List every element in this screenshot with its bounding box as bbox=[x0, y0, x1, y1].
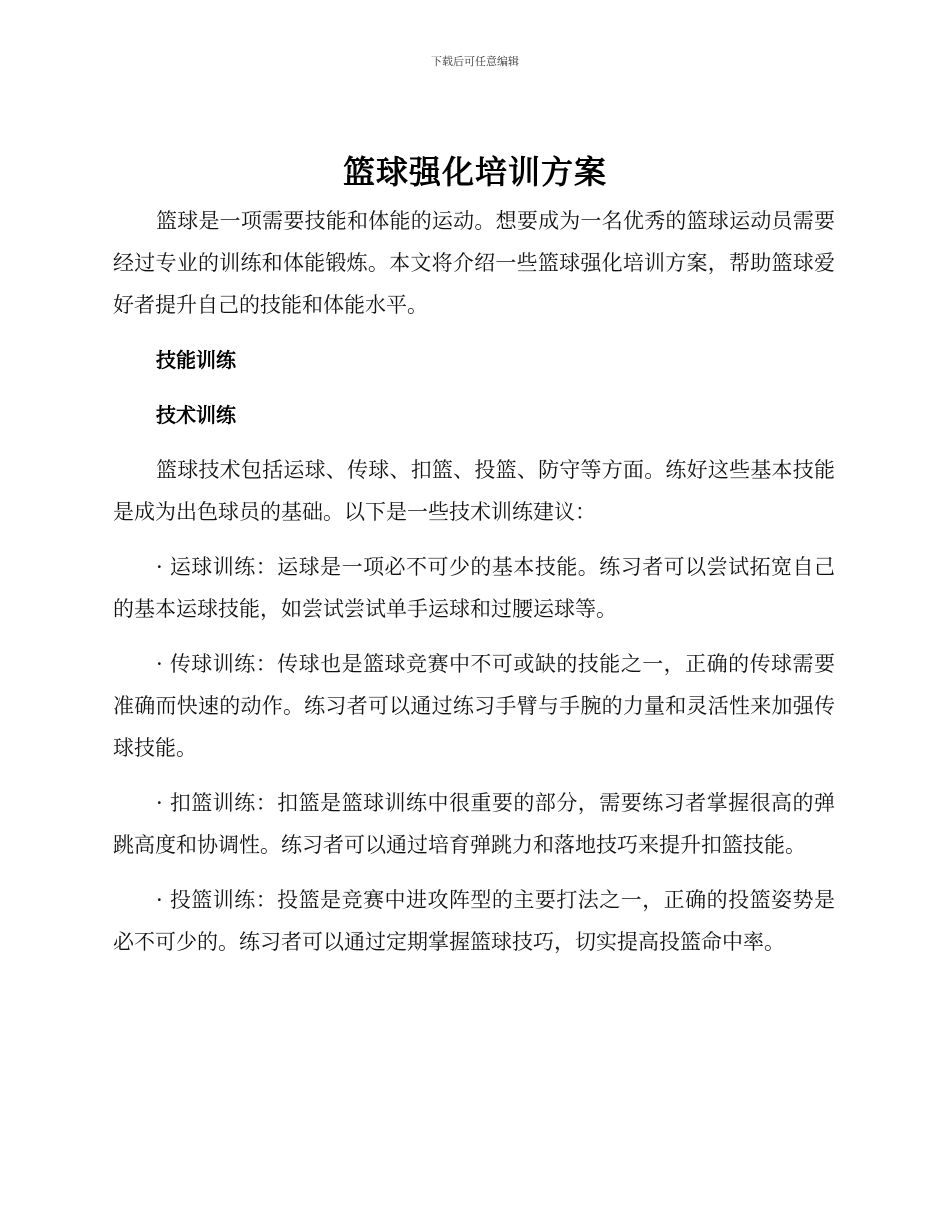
subsection-heading: 技术训练 bbox=[156, 403, 236, 427]
bullet-passing: · 传球训练：传球也是篮球竞赛中不可或缺的技能之一，正确的传球需要准确而快速的动作。练习者可以通过练习手臂与手腕的力量和灵活性来加强传球技能。 bbox=[113, 652, 835, 760]
section-heading: 技能训练 bbox=[156, 348, 236, 372]
intro-paragraph: 篮球是一项需要技能和体能的运动。想要成为一名优秀的篮球运动员需要经过专业的训练和体能锻炼。本文将介绍一些篮球强化培训方案，帮助篮球爱好者提升自己的技能和体能水平。 bbox=[113, 209, 835, 317]
bullet-dunking: · 扣篮训练：扣篮是篮球训练中很重要的部分，需要练习者掌握很高的弹跳高度和协调性。练习者可以通过培育弹跳力和落地技巧来提升扣篮技能。 bbox=[113, 791, 835, 857]
document-title: 篮球强化培训方案 bbox=[342, 153, 607, 191]
technique-intro-paragraph: 篮球技术包括运球、传球、扣篮、投篮、防守等方面。练好这些基本技能是成为出色球员的基础。以下是一些技术训练建议： bbox=[113, 458, 835, 524]
bullet-shooting: · 投篮训练：投篮是竞赛中进攻阵型的主要打法之一，正确的投篮姿势是必不可少的。练习者可以通过定期掌握篮球技巧，切实提高投篮命中率。 bbox=[113, 888, 835, 954]
bullet-dribbling: · 运球训练：运球是一项必不可少的基本技能。练习者可以尝试拓宽自己的基本运球技能，如尝试尝试单手运球和过腰运球等。 bbox=[113, 555, 835, 621]
header-note: 下载后可任意编辑 bbox=[431, 55, 519, 68]
document-body bbox=[113, 200, 835, 963]
